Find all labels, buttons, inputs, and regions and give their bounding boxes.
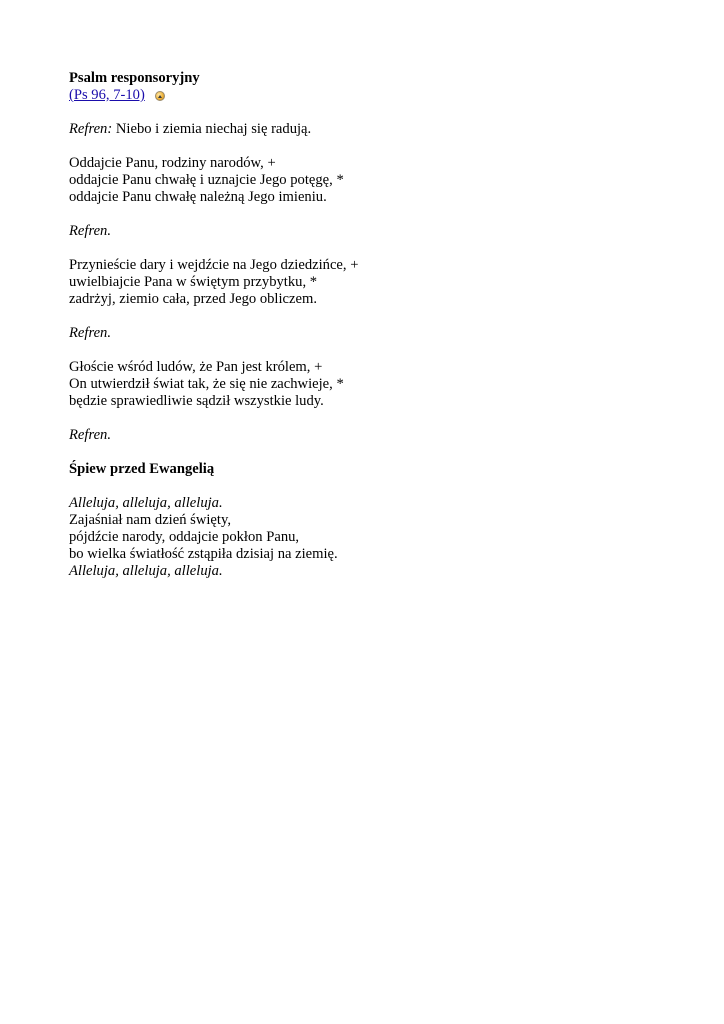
refrain-label: Refren:	[69, 121, 113, 137]
alleluia-line: Alleluja, alleluja, alleluja.	[69, 495, 223, 511]
gospel-acclamation-heading: Śpiew przed Ewangelią	[69, 461, 215, 477]
stanza-line: uwielbiajcie Pana w świętym przybytku, *	[69, 274, 318, 290]
refrain-short: Refren.	[69, 223, 112, 239]
stanza-line: Głoście wśród ludów, że Pan jest królem, +	[69, 359, 323, 375]
stanza-line: będzie sprawiedliwie sądził wszystkie ludy.	[69, 393, 324, 409]
stanza-line: zadrżyj, ziemio cała, przed Jego obliczem.	[69, 291, 317, 307]
psalm-reference-line	[69, 87, 669, 104]
acclamation-verse-line: Zajaśniał nam dzień święty,	[69, 512, 231, 528]
refrain-short: Refren.	[69, 427, 112, 443]
acclamation-verse-line: pójdźcie narody, oddajcie pokłon Panu,	[69, 529, 300, 545]
psalm-heading: Psalm responsoryjny	[69, 70, 200, 86]
stanza-line: Oddajcie Panu, rodziny narodów, +	[69, 155, 276, 171]
stanza-2	[69, 257, 669, 308]
psalm-reference-link[interactable]: (Ps 96, 7-10)	[69, 87, 145, 103]
refrain-text: Niebo i ziemia niechaj się radują.	[112, 121, 312, 137]
stanza-line: oddajcie Panu chwałę i uznajcie Jego potęgę, *	[69, 172, 344, 188]
document-content	[69, 70, 669, 580]
stanza-line: oddajcie Panu chwałę należną Jego imieniu.	[69, 189, 327, 205]
stanza-line: On utwierdził świat tak, że się nie zachwieje, *	[69, 376, 344, 392]
refrain-full	[69, 121, 669, 138]
audio-play-icon[interactable]	[155, 91, 165, 101]
refrain-short: Refren.	[69, 325, 112, 341]
acclamation-verse-line: bo wielka światłość zstąpiła dzisiaj na ziemię.	[69, 546, 338, 562]
stanza-line: Przynieście dary i wejdźcie na Jego dziedzińce, +	[69, 257, 359, 273]
alleluia-line: Alleluja, alleluja, alleluja.	[69, 563, 223, 579]
gospel-acclamation-text	[69, 495, 669, 580]
stanza-1	[69, 155, 669, 206]
stanza-3	[69, 359, 669, 410]
